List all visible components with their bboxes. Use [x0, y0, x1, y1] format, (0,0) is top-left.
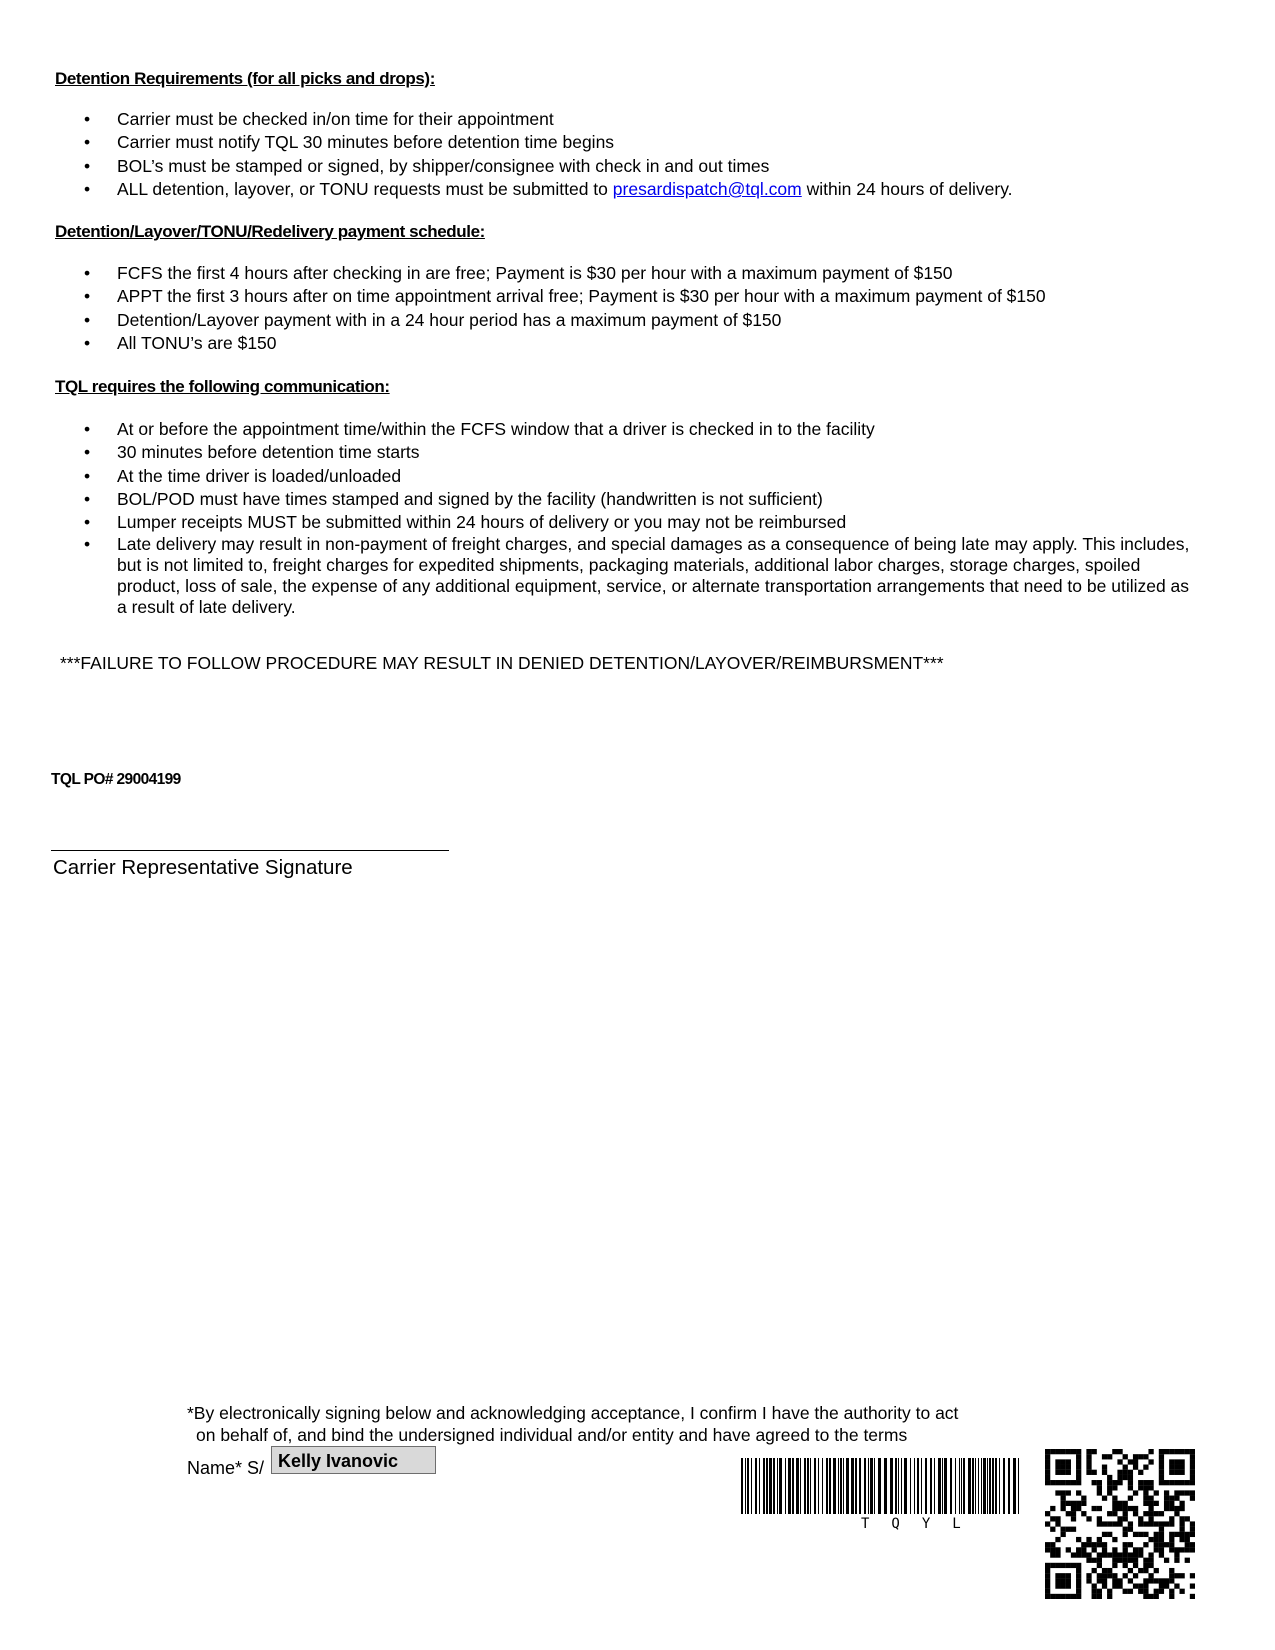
list-item: • Detention/Layover payment with in a 24 hour period has a maximum payment of $150	[0, 309, 1046, 332]
bullet-icon: •	[84, 286, 91, 307]
name-signature-field[interactable]: Kelly Ivanovic	[271, 1446, 436, 1474]
list-item: • BOL’s must be stamped or signed, by shipper/consignee with check in and out times	[0, 155, 1013, 178]
bullet-icon: •	[84, 132, 91, 153]
list-item: • Carrier must be checked in/on time for their appointment	[0, 108, 1013, 131]
qr-code-icon	[1045, 1449, 1195, 1599]
bullet-icon: •	[84, 512, 91, 533]
barcode	[741, 1458, 1023, 1538]
bullet-icon: •	[84, 178, 91, 199]
list-item: • BOL/POD must have times stamped and signed by the facility (handwritten is not sufficient)	[0, 488, 1195, 511]
bullet-icon: •	[84, 155, 91, 176]
bullet-icon: •	[84, 109, 91, 129]
acknowledgement-line-1: *By electronically signing below and acknowledging acceptance, I confirm I have the authority to act	[187, 1403, 959, 1423]
bullet-icon: •	[84, 534, 91, 555]
list-item: • ALL detention, layover, or TONU requests must be submitted to presardispatch@tql.com within 24 hours of delivery.	[0, 178, 1013, 201]
bullet-icon: •	[84, 263, 91, 283]
list-item: • At or before the appointment time/within the FCFS window that a driver is checked in to the facility	[0, 418, 1195, 441]
list-item: • 30 minutes before detention time starts	[0, 441, 1195, 464]
signature-line[interactable]	[51, 850, 449, 851]
acknowledgement-text	[187, 1402, 958, 1446]
payment-schedule-list	[0, 262, 1046, 355]
list-item: • Late delivery may result in non-payment of freight charges, and special damages as a consequence of being late may apply. This includes, but is not limited to, freight charges for expedited shipments, packaging materials, additional labor charges, storage charges, spoiled product, loss of sale, the expense of any additional equipment, service, or alternate transportation arrangements that need to be utilized as a result of late delivery.	[84, 534, 1190, 618]
communication-list	[0, 418, 1195, 618]
failure-notice: ***FAILURE TO FOLLOW PROCEDURE MAY RESULT IN DENIED DETENTION/LAYOVER/REIMBURSMENT***	[60, 653, 944, 673]
bullet-icon: •	[84, 442, 91, 463]
list-item: • Carrier must notify TQL 30 minutes before detention time begins	[0, 131, 1013, 154]
detention-requirements-list	[0, 108, 1013, 201]
name-label: Name* S/	[187, 1458, 265, 1478]
barcode-text: TQYL	[861, 1516, 983, 1532]
list-item: • All TONU’s are $150	[0, 332, 1046, 355]
bullet-icon: •	[84, 332, 91, 353]
dispatch-email-link[interactable]: presardispatch@tql.com	[612, 178, 802, 199]
detention-requirements-heading: Detention Requirements (for all picks and drops):	[55, 69, 435, 88]
po-number: TQL PO# 29004199	[51, 771, 181, 788]
list-item: • Lumper receipts MUST be submitted within 24 hours of delivery or you may not be reimbursed	[0, 511, 1195, 534]
bullet-icon: •	[84, 488, 91, 509]
list-item: • APPT the first 3 hours after on time appointment arrival free; Payment is $30 per hour with a maximum payment of $150	[0, 285, 1046, 308]
communication-heading: TQL requires the following communication:	[55, 377, 390, 396]
list-item: • FCFS the first 4 hours after checking in are free; Payment is $30 per hour with a maximum payment of $150	[0, 262, 1046, 285]
bullet-icon: •	[84, 419, 91, 439]
signature-label: Carrier Representative Signature	[53, 856, 353, 879]
list-item: • At the time driver is loaded/unloaded	[0, 465, 1195, 488]
barcode-bars	[741, 1458, 1023, 1514]
bullet-icon: •	[84, 309, 91, 330]
payment-schedule-heading: Detention/Layover/TONU/Redelivery payment schedule:	[55, 222, 485, 241]
bullet-icon: •	[84, 465, 91, 486]
acknowledgement-line-2: on behalf of, and bind the undersigned individual and/or entity and have agreed to the terms	[196, 1425, 908, 1445]
